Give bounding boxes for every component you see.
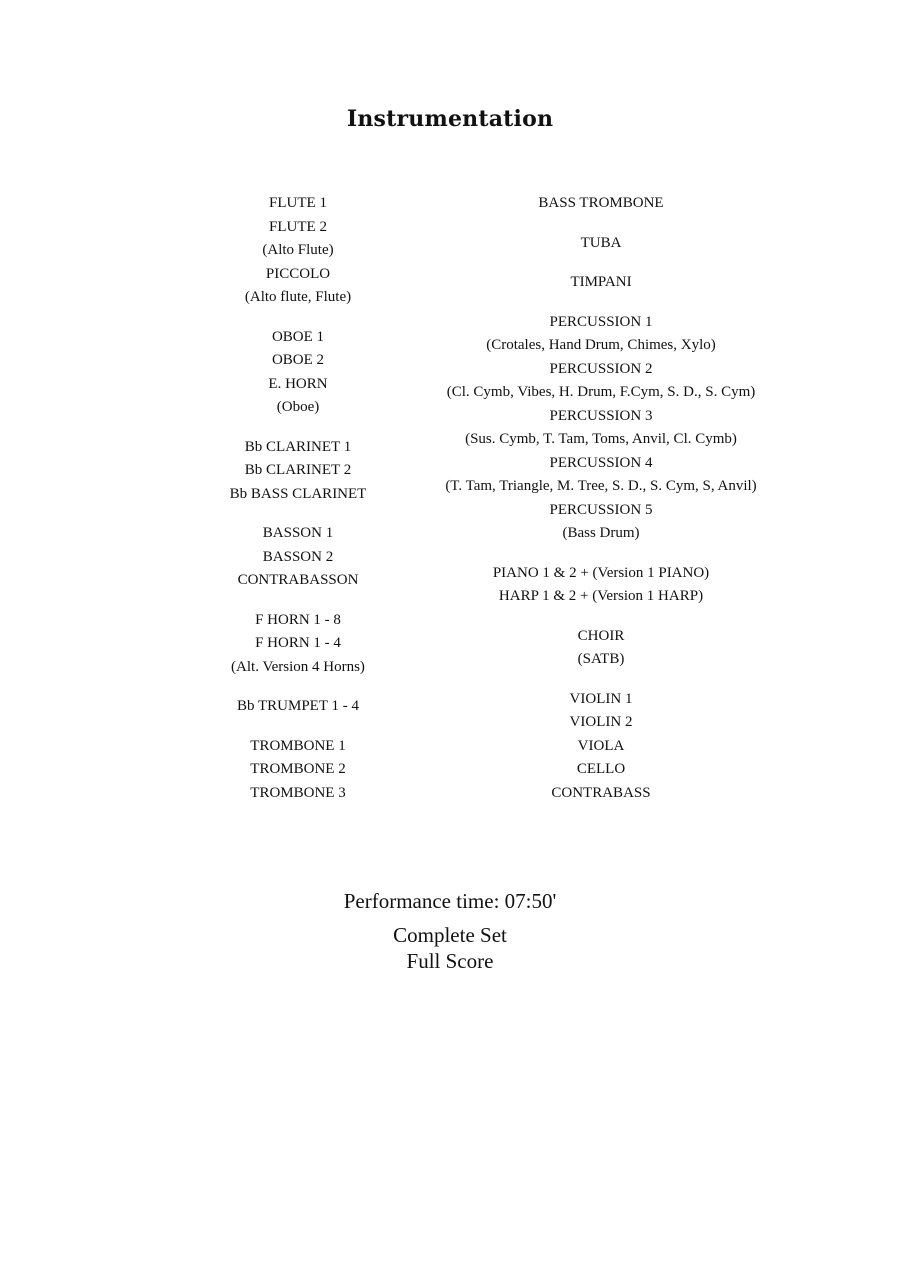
instrument-line: F HORN 1 - 8 [255, 611, 341, 628]
instrument-line: (Sus. Cymb, T. Tam, Toms, Anvil, Cl. Cymb) [465, 431, 737, 447]
instrument-line: E. HORN [268, 375, 328, 392]
instrument-line: F HORN 1 - 4 [255, 635, 341, 651]
instrument-line: BASSON 1 [262, 525, 334, 541]
instrument-line: TIMPANI [570, 274, 632, 290]
instrument-line: TUBA [580, 234, 622, 251]
choir-group [432, 625, 770, 672]
instrument-line: (Cl. Cymb, Vibes, H. Drum, F.Cym, S. D., S. Cym) [446, 384, 756, 400]
instrument-line: (Alto flute, Flute) [244, 289, 352, 305]
instrument-line: Bb CLARINET 2 [244, 462, 352, 478]
instrument-line: (Crotales, Hand Drum, Chimes, Xylo) [486, 337, 716, 353]
instrument-list-right [432, 192, 770, 821]
instrument-line: (Bass Drum) [562, 525, 640, 541]
bass-trombone-group [432, 192, 770, 216]
instrument-line: VIOLA [577, 737, 625, 754]
instrument-line: (Alto Flute) [262, 242, 334, 258]
instrument-line: HARP 1 & 2 + (Version 1 HARP) [498, 588, 704, 604]
instrument-line: (Oboe) [276, 399, 320, 415]
instrument-line: (SATB) [577, 651, 625, 667]
tuba-group [432, 232, 770, 256]
instrument-line: Bb BASS CLARINET [229, 485, 367, 502]
instrument-line: TROMBONE 3 [250, 784, 346, 801]
strings-group [432, 688, 770, 806]
keyboards-group [432, 562, 770, 609]
performance-time: Performance time: 07:50' [343, 889, 557, 913]
instrument-line: PERCUSSION 3 [549, 407, 653, 424]
instrument-line: (Alt. Version 4 Horns) [231, 658, 365, 675]
instrument-line: CONTRABASSON [237, 572, 359, 588]
instrument-line: PERCUSSION 1 [549, 313, 653, 330]
instrument-line: VIOLIN 1 [569, 690, 633, 707]
instrument-line: BASS TROMBONE [538, 195, 664, 211]
horns-group [198, 609, 398, 680]
page-title: Instrumentation [346, 106, 554, 132]
instrument-line: OBOE 1 [271, 328, 325, 345]
instrument-line: Bb TRUMPET 1 - 4 [237, 698, 359, 714]
instrument-line: CELLO [576, 761, 626, 777]
instrument-list-left [198, 192, 398, 821]
instrument-line: Bb CLARINET 1 [244, 438, 352, 455]
footer-info [0, 886, 900, 974]
instrument-line: CHOIR [577, 627, 625, 644]
instrument-line: BASSON 2 [262, 548, 334, 565]
timpani-group [432, 271, 770, 295]
instrument-line: TROMBONE 2 [250, 761, 346, 777]
score-label: Full Score [406, 949, 494, 973]
instrument-line: TROMBONE 1 [250, 737, 346, 754]
instrument-line: CONTRABASS [551, 784, 651, 801]
instrument-line: PERCUSSION 2 [549, 360, 653, 377]
percussion-group [432, 311, 770, 546]
instrument-line: PERCUSSION 5 [549, 501, 653, 518]
bassoons-group [198, 522, 398, 593]
oboes-group [198, 326, 398, 420]
flutes-group [198, 192, 398, 310]
instrument-line: VIOLIN 2 [569, 714, 633, 730]
instrument-line: (T. Tam, Triangle, M. Tree, S. D., S. Cym, S, Anvil) [445, 478, 757, 494]
instrument-line: PICCOLO [265, 265, 331, 282]
instrument-line: FLUTE 1 [269, 195, 327, 211]
trumpets-group [198, 695, 398, 719]
instrument-line: OBOE 2 [271, 352, 325, 368]
trombones-group [198, 735, 398, 806]
instrument-line: FLUTE 2 [269, 218, 327, 235]
instrument-line: PERCUSSION 4 [549, 454, 653, 471]
set-label: Complete Set [393, 923, 507, 947]
clarinets-group [198, 436, 398, 507]
instrument-line: PIANO 1 & 2 + (Version 1 PIANO) [492, 564, 710, 581]
